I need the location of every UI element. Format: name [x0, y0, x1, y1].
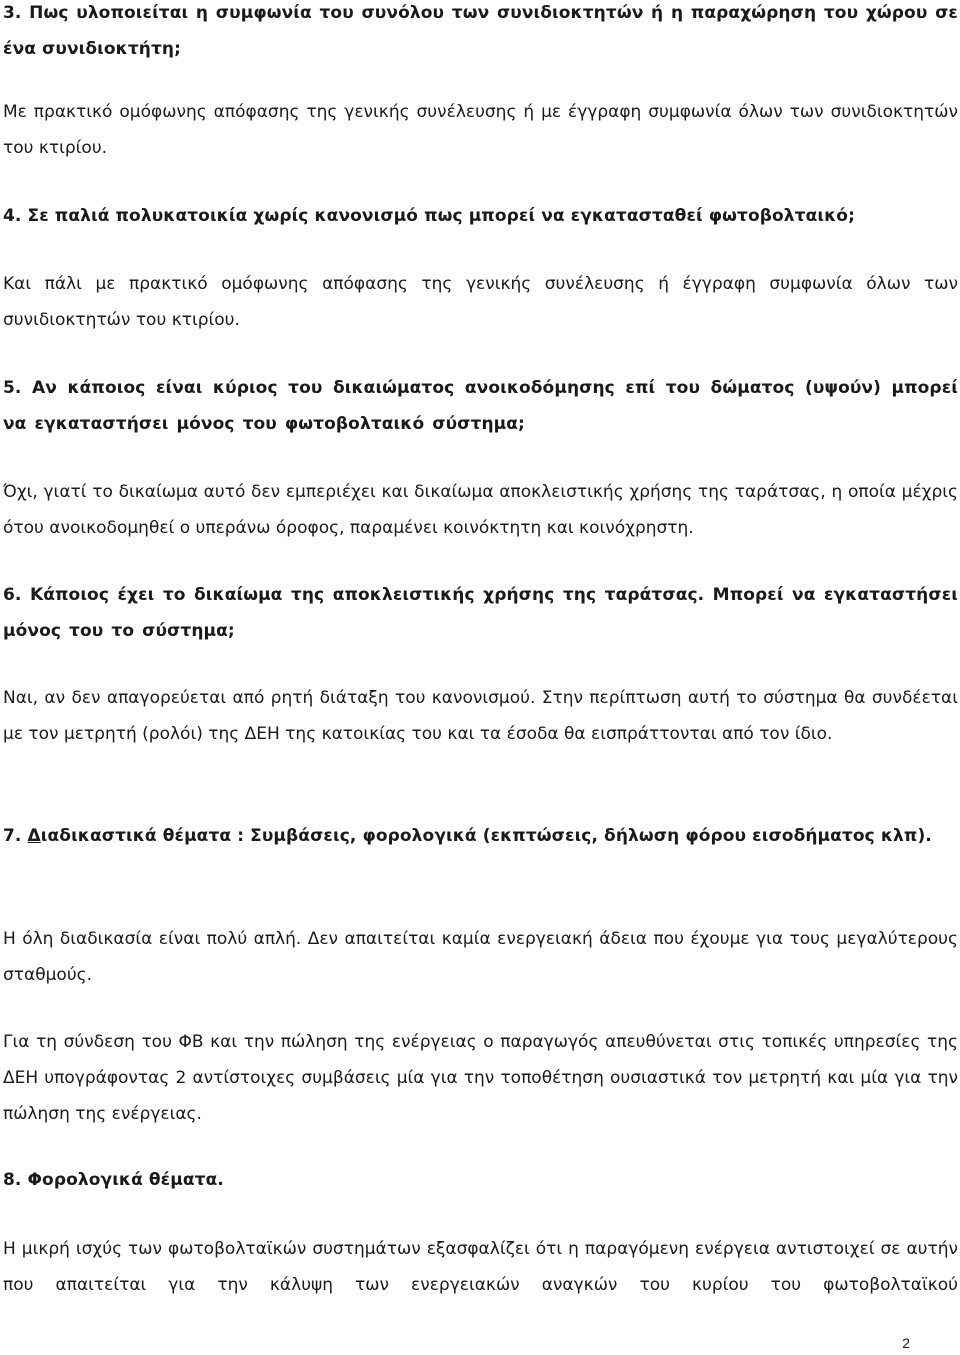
question-7-paragraph-1: Η όλη διαδικασία είναι πολύ απλή. Δεν απαιτείται καμία ενεργειακή άδεια που έχουμε για τους μεγαλύτερους σταθμούς.	[3, 929, 958, 985]
question-8-paragraph-1: Η μικρή ισχύς των φωτοβολταϊκών συστημάτων εξασφαλίζει ότι η παραγόμενη ενέργεια αντιστοιχεί σε αυτήν που απαιτείται για την κάλυψη των ενεργειακών αναγκών του κυρίου του φωτοβολταϊκού	[3, 1239, 958, 1295]
question-6-answer: Ναι, αν δεν απαγορεύεται από ρητή διάταξη του κανονισμού. Στην περίπτωση αυτή το σύστημα θα συνδέεται με τον μετρητή (ρολόι) της ΔΕΗ της κατοικίας του και τα έσοδα θα εισπράττονται από τον ίδιο.	[3, 688, 958, 744]
question-5-answer: Όχι, γιατί το δικαίωμα αυτό δεν εμπεριέχει και δικαίωμα αποκλειστικής χρήσης της ταράτσας, η οποία μέχρις ότου ανοικοδομηθεί ο υπεράνω όροφος, παραμένει κοινόκτητη και κοινόχρηστη.	[3, 482, 958, 538]
question-4-answer: Και πάλι με πρακτικό ομόφωνης απόφασης της γενικής συνέλευσης ή έγγραφη συμφωνία όλων των συνιδιοκτητών του κτιρίου.	[3, 274, 958, 330]
question-7-heading-text: ιαδικαστικά θέματα : Συμβάσεις, φορολογικά (εκπτώσεις, δήλωση φόρου εισοδήματος κλπ).	[40, 826, 932, 846]
question-8-heading: 8. Φορολογικά θέματα.	[3, 1170, 224, 1190]
question-3-heading: 3. Πως υλοποιείται η συμφωνία του συνόλου των συνιδιοκτητών ή η παραχώρηση του χώρου σε ένα συνιδιοκτήτη;	[3, 3, 958, 59]
question-6-heading: 6. Κάποιος έχει το δικαίωμα της αποκλειστικής χρήσης της ταράτσας. Μπορεί να εγκαταστήσει μόνος του το σύστημα;	[3, 585, 958, 641]
question-7-number: 7.	[3, 826, 28, 846]
question-5-heading: 5. Αν κάποιος είναι κύριος του δικαιώματος ανοικοδόμησης επί του δώματος (υψούν) μπορεί να εγκαταστήσει μόνος του φωτοβολταικό σύστημα;	[3, 378, 958, 434]
page-number: 2	[902, 1335, 910, 1351]
question-7-underlined-letter: Δ	[27, 826, 41, 846]
question-7-paragraph-2: Για τη σύνδεση του ΦΒ και την πώληση της ενέργειας ο παραγωγός απευθύνεται στις τοπικές υπηρεσίες της ΔΕΗ υπογράφοντας 2 αντίστοιχες συμβάσεις μία για την τοποθέτηση ουσιαστικά τον μετρητή και μία για την πώληση της ενέργειας.	[3, 1032, 958, 1124]
question-3-answer: Με πρακτικό ομόφωνης απόφασης της γενικής συνέλευσης ή με έγγραφη συμφωνία όλων των συνιδιοκτητών του κτιρίου.	[3, 102, 958, 158]
question-4-heading: 4. Σε παλιά πολυκατοικία χωρίς κανονισμό πως μπορεί να εγκατασταθεί φωτοβολταικό;	[3, 206, 855, 226]
question-7-heading	[3, 818, 958, 854]
